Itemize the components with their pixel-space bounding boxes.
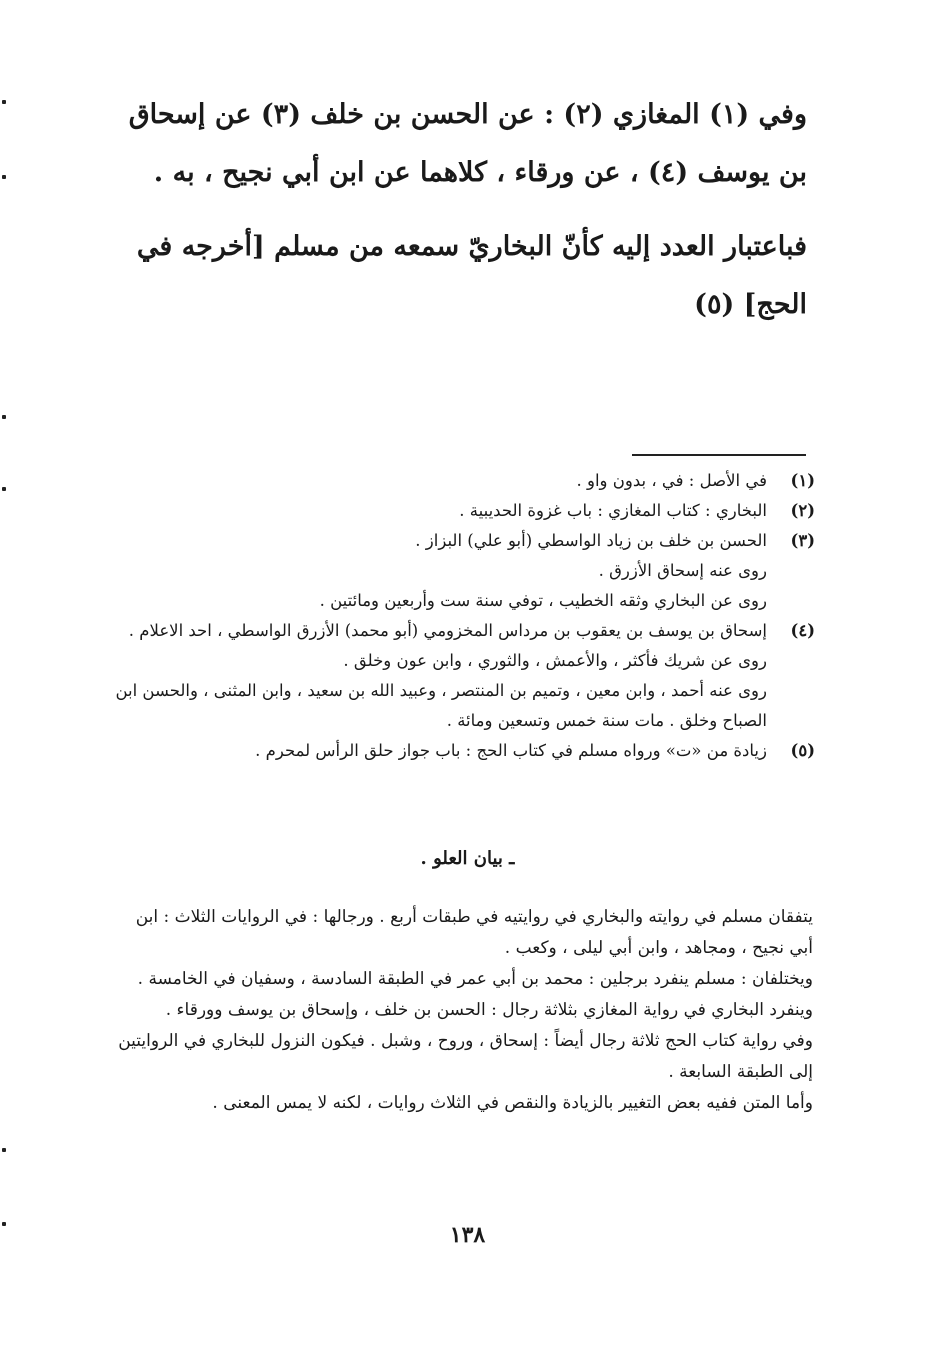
footnote-text: روى عنه أحمد ، وابن معين ، وتميم بن المنتصر ، وعبيد الله بن سعيد ، وابن المثنى ، والحسن ابن الصباح وخلق . مات سنة خمس وتسعين ومائة .: [115, 681, 767, 730]
footnote-text: روى عن شريك فأكثر ، والأعمش ، والثوري ، وابن عون وخلق .: [343, 651, 767, 670]
footnote-separator: [632, 454, 806, 456]
footnote-text: إسحاق بن يوسف بن يعقوب بن مرداس المخزومي (أبو محمد) الأزرق الواسطي ، احد الاعلام .: [128, 621, 767, 640]
main-paragraph-text: فباعتبار العدد إليه كأنّ البخاريّ سمعه من مسلم [أخرجه في الحج] (٥): [136, 231, 807, 320]
scan-mark: [2, 1148, 6, 1152]
section-paragraph: وينفرد البخاري في رواية المغازي بثلاثة رجال : الحسن بن خلف ، وإسحاق بن يوسف وورقاء .: [165, 1000, 813, 1020]
section-body: [118, 902, 813, 1119]
footnote-1: [110, 466, 815, 496]
footnote-text: في الأصل : في ، بدون واو .: [576, 471, 767, 490]
scan-mark: [2, 100, 6, 104]
section-title: ـ بيان العلو .: [420, 848, 515, 869]
section-paragraph: ويختلفان : مسلم ينفرد برجلين : محمد بن أبي عمر في الطبقة السادسة ، وسفيان في الخامسة .: [137, 969, 813, 989]
main-paragraph-1: [107, 86, 807, 202]
footnote-number: (٥): [790, 741, 815, 760]
footnote-text: روى عنه إسحاق الأزرق .: [598, 561, 767, 580]
scan-mark: [2, 487, 6, 491]
footnote-number: (٣): [790, 531, 815, 550]
footnote-number: (٢): [790, 501, 815, 520]
footnote-text: البخاري : كتاب المغازي : باب غزوة الحديبية .: [459, 501, 767, 520]
footnote-text: الحسن بن خلف بن زياد الواسطي (أبو علي) البزاز .: [415, 531, 767, 550]
main-paragraph-text: وفي (١) المغازي (٢) : عن الحسن بن خلف (٣) عن إسحاق بن يوسف (٤) ، عن ورقاء ، كلاهما عن ابن أبي نجيح ، به .: [128, 99, 807, 188]
page-number: ١٣٨: [449, 1222, 486, 1248]
footnote-number: (١): [790, 471, 815, 490]
footnote-text: روى عن البخاري وثقه الخطيب ، توفي سنة ست وأربعين ومائتين .: [319, 591, 767, 610]
footnote-4: [110, 616, 815, 736]
footnotes: [110, 466, 815, 766]
scan-mark: [2, 415, 6, 419]
scan-mark: [2, 175, 6, 179]
footnote-number: (٤): [790, 621, 815, 640]
footnote-text: زيادة من «ت» ورواه مسلم في كتاب الحج : باب جواز حلق الرأس لمحرم .: [255, 741, 767, 760]
footnote-2: [110, 496, 815, 526]
main-paragraph-2: [107, 218, 807, 334]
section-paragraph: وفي رواية كتاب الحج ثلاثة رجال أيضاً : إسحاق ، وروح ، وشبل . فيكون النزول للبخاري في الروايتين إلى الطبقة السابعة .: [118, 1031, 813, 1082]
section-paragraph: يتفقان مسلم في روايته والبخاري في روايتيه في طبقات أربع . ورجالها : في الروايات الثلاث : ابن أبي نجيح ، ومجاهد ، وابن أبي ليلى ، وكعب .: [135, 907, 813, 958]
footnote-5: [110, 736, 815, 766]
footnote-3: [110, 526, 815, 616]
section-paragraph: وأما المتن ففيه بعض التغيير بالزيادة والنقص في الثلاث روايات ، لكنه لا يمس المعنى .: [212, 1093, 813, 1113]
